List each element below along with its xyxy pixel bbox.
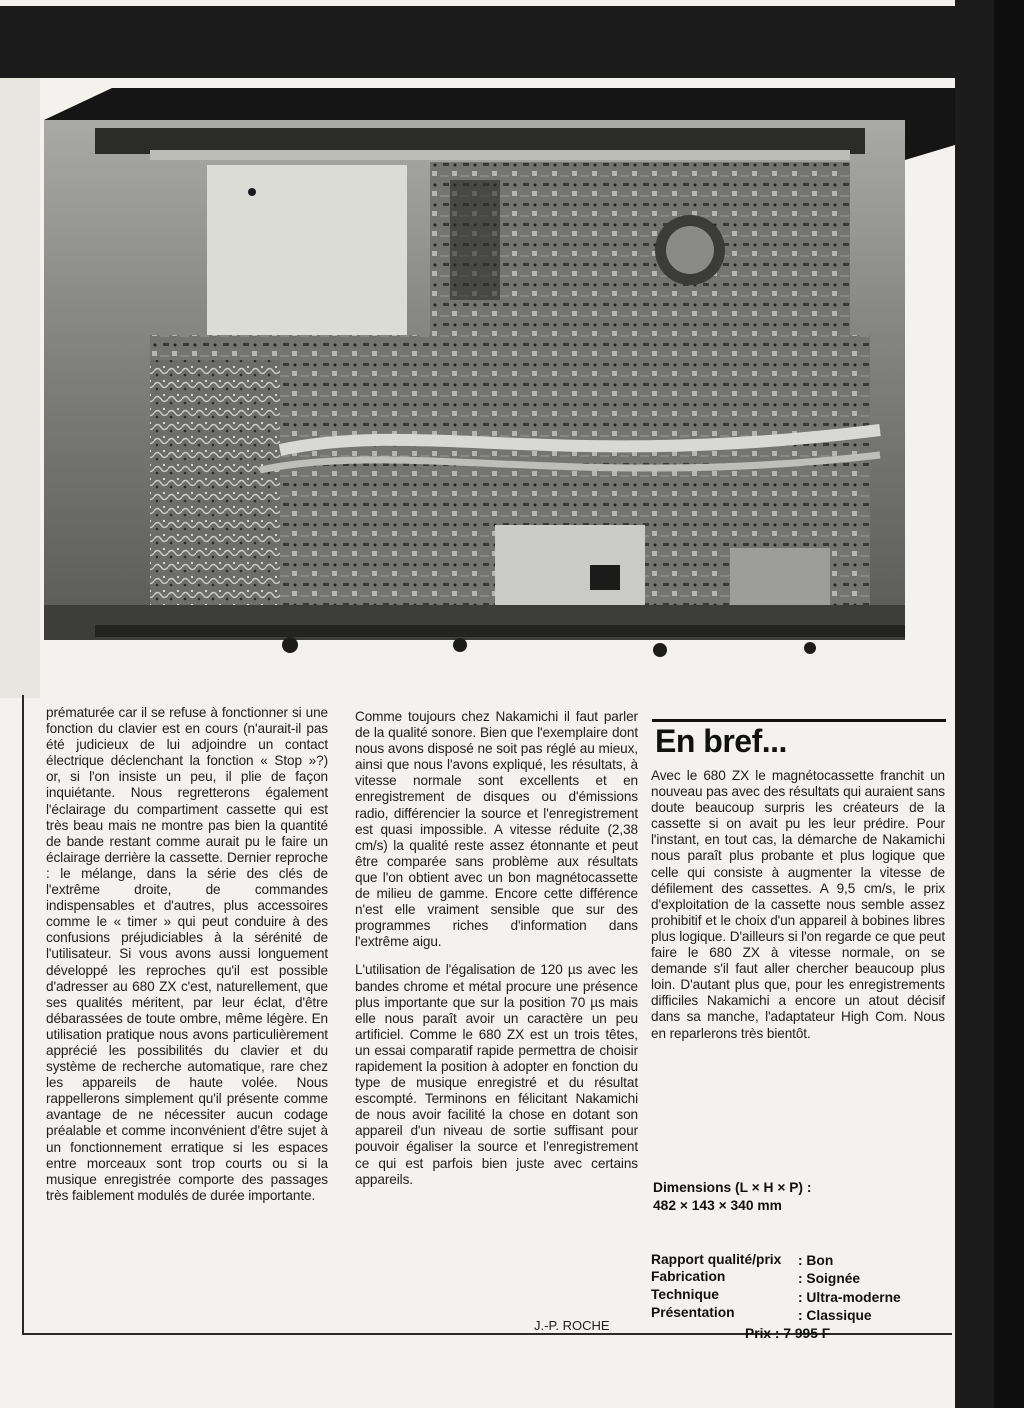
tape-deck-interior-photo [44, 88, 955, 657]
column2-paragraph-2: L'utilisation de l'égalisation de 120 µs avec les bandes chrome et métal procure une présence plus importante que sur la position 70 µs mais elle nous paraît avoir un caractère un peu artificiel. Comme le 680 ZX est un trois têtes, un essai comparatif rapide permettra de choisir rapidement la position à adopter en fonction du type de musique enregistré et du résultat escompté. Terminons en félicitant Nakamichi de nous avoir facilité la chose en dotant son appareil d'un niveau de sortie suffisant pour pouvoir égaliser la source et l'enregistrement ce qui est parfois bien juste avec certains appareils. [355, 962, 638, 1187]
rating-label: Présentation [651, 1305, 735, 1320]
rating-label: Rapport qualité/prix [651, 1252, 782, 1267]
rating-value: : Classique [798, 1308, 872, 1323]
rating-label: Fabrication [651, 1269, 726, 1284]
column1-paragraph: prématurée car il se refuse à fonctionner si une fonction du clavier est en cours (n'aurait-il pas été judicieux de lui adjoindre un contact électrique déclenchant la fonction « Stop »?) or, si l'on insiste un peu, il plie de façon inquiétante. Nous regretterons également l'éclairage du compartiment cassette qui est très beau mais ne montre pas bien la quantité de bande restant comme aurait pu le faire un éclairage derrière la cassette. Dernier reproche : le mélange, dans la série des clés de l'extrême droite, de commandes indispensables et d'autres, plus accessoires comme le « timer » qui peut conduire à des confusions préjudiciables à la sérénité de l'utilisateur. Si vous avons aussi longuement développé les reproches qu'il est possible d'adresser au 680 ZX c'est, naturellement, que ses qualités méritent, par leur éclat, d'être débarassées de toute ombre, même légère. En utilisation pratique nous avons particulièrement apprécié les possibilités du clavier et du système de recherche automatique, rare chez les appareils de haute volée. Nous rappellerons simplement qu'il présente comme avantage de ne nécessiter aucun codage préalable et comme inconvénient d'être sujet à un fonctionnement erratique si les espaces entre morceaux sont trop courts ou si la musique enregistrée comporte des passages très faiblement modulés de durée importante. [46, 705, 328, 1203]
en-bref-title: En bref... [655, 723, 787, 759]
price: Prix : 7 995 F [745, 1326, 831, 1341]
dimensions-label: Dimensions (L × H × P) : [653, 1180, 812, 1195]
article-column-2 [355, 709, 638, 1200]
en-bref-text: Avec le 680 ZX le magnétocassette franchit un nouveau pas avec des résultats qui auraient sans doute beaucoup surpris les créateurs de la cassette si on avait pu les leur prédire. Pour l'instant, en tout cas, la démarche de Nakamichi nous paraît plus probante et plus logique que celle qui consiste à augmenter la vitesse de défilement des cassettes. A 9,5 cm/s, le prix d'exploitation de la cassette nous semble assez prohibitif et le choix d'un appareil à bobines libres plus logique. D'ailleurs si l'on regarde ce que peut faire le 680 ZX à vitesse normale, on se demande s'il faut aller chercher beaucoup plus loin. D'autant plus que, pour les enregistrements difficiles Nakamichi a encore un atout décisif dans sa manche, l'adaptateur High Com. Nous en reparlerons très bientôt. [651, 768, 945, 1041]
rating-value: : Ultra-moderne [798, 1290, 901, 1305]
en-bref-rule [652, 719, 946, 722]
en-bref-column [651, 768, 945, 1054]
dimensions-value: 482 × 143 × 340 mm [653, 1198, 782, 1213]
rating-value: : Soignée [798, 1271, 861, 1286]
author-signature: J.-P. ROCHE [534, 1318, 610, 1333]
article-column-1 [46, 705, 328, 1216]
rating-label: Technique [651, 1287, 719, 1302]
rating-value: : Bon [798, 1253, 834, 1268]
column2-paragraph-1: Comme toujours chez Nakamichi il faut parler de la qualité sonore. Bien que l'exemplaire dont nous avons disposé ne soit pas réglé au mieux, ainsi que nous l'avons expliqué, les résultats, à vitesse normale sont excellents et en enregistrement de disques ou d'émissions radio, différencier la source et l'enregistrement est quasi impossible. A vitesse réduite (2,38 cm/s) la qualité reste assez étonnante et peut être comparée sans problème aux résultats que l'on obtient avec un bon magnétocassette de milieu de gamme. Encore cette différence n'est elle vraiment sensible que sur des programmes riches d'information dans l'extrême aigu. [355, 709, 638, 950]
